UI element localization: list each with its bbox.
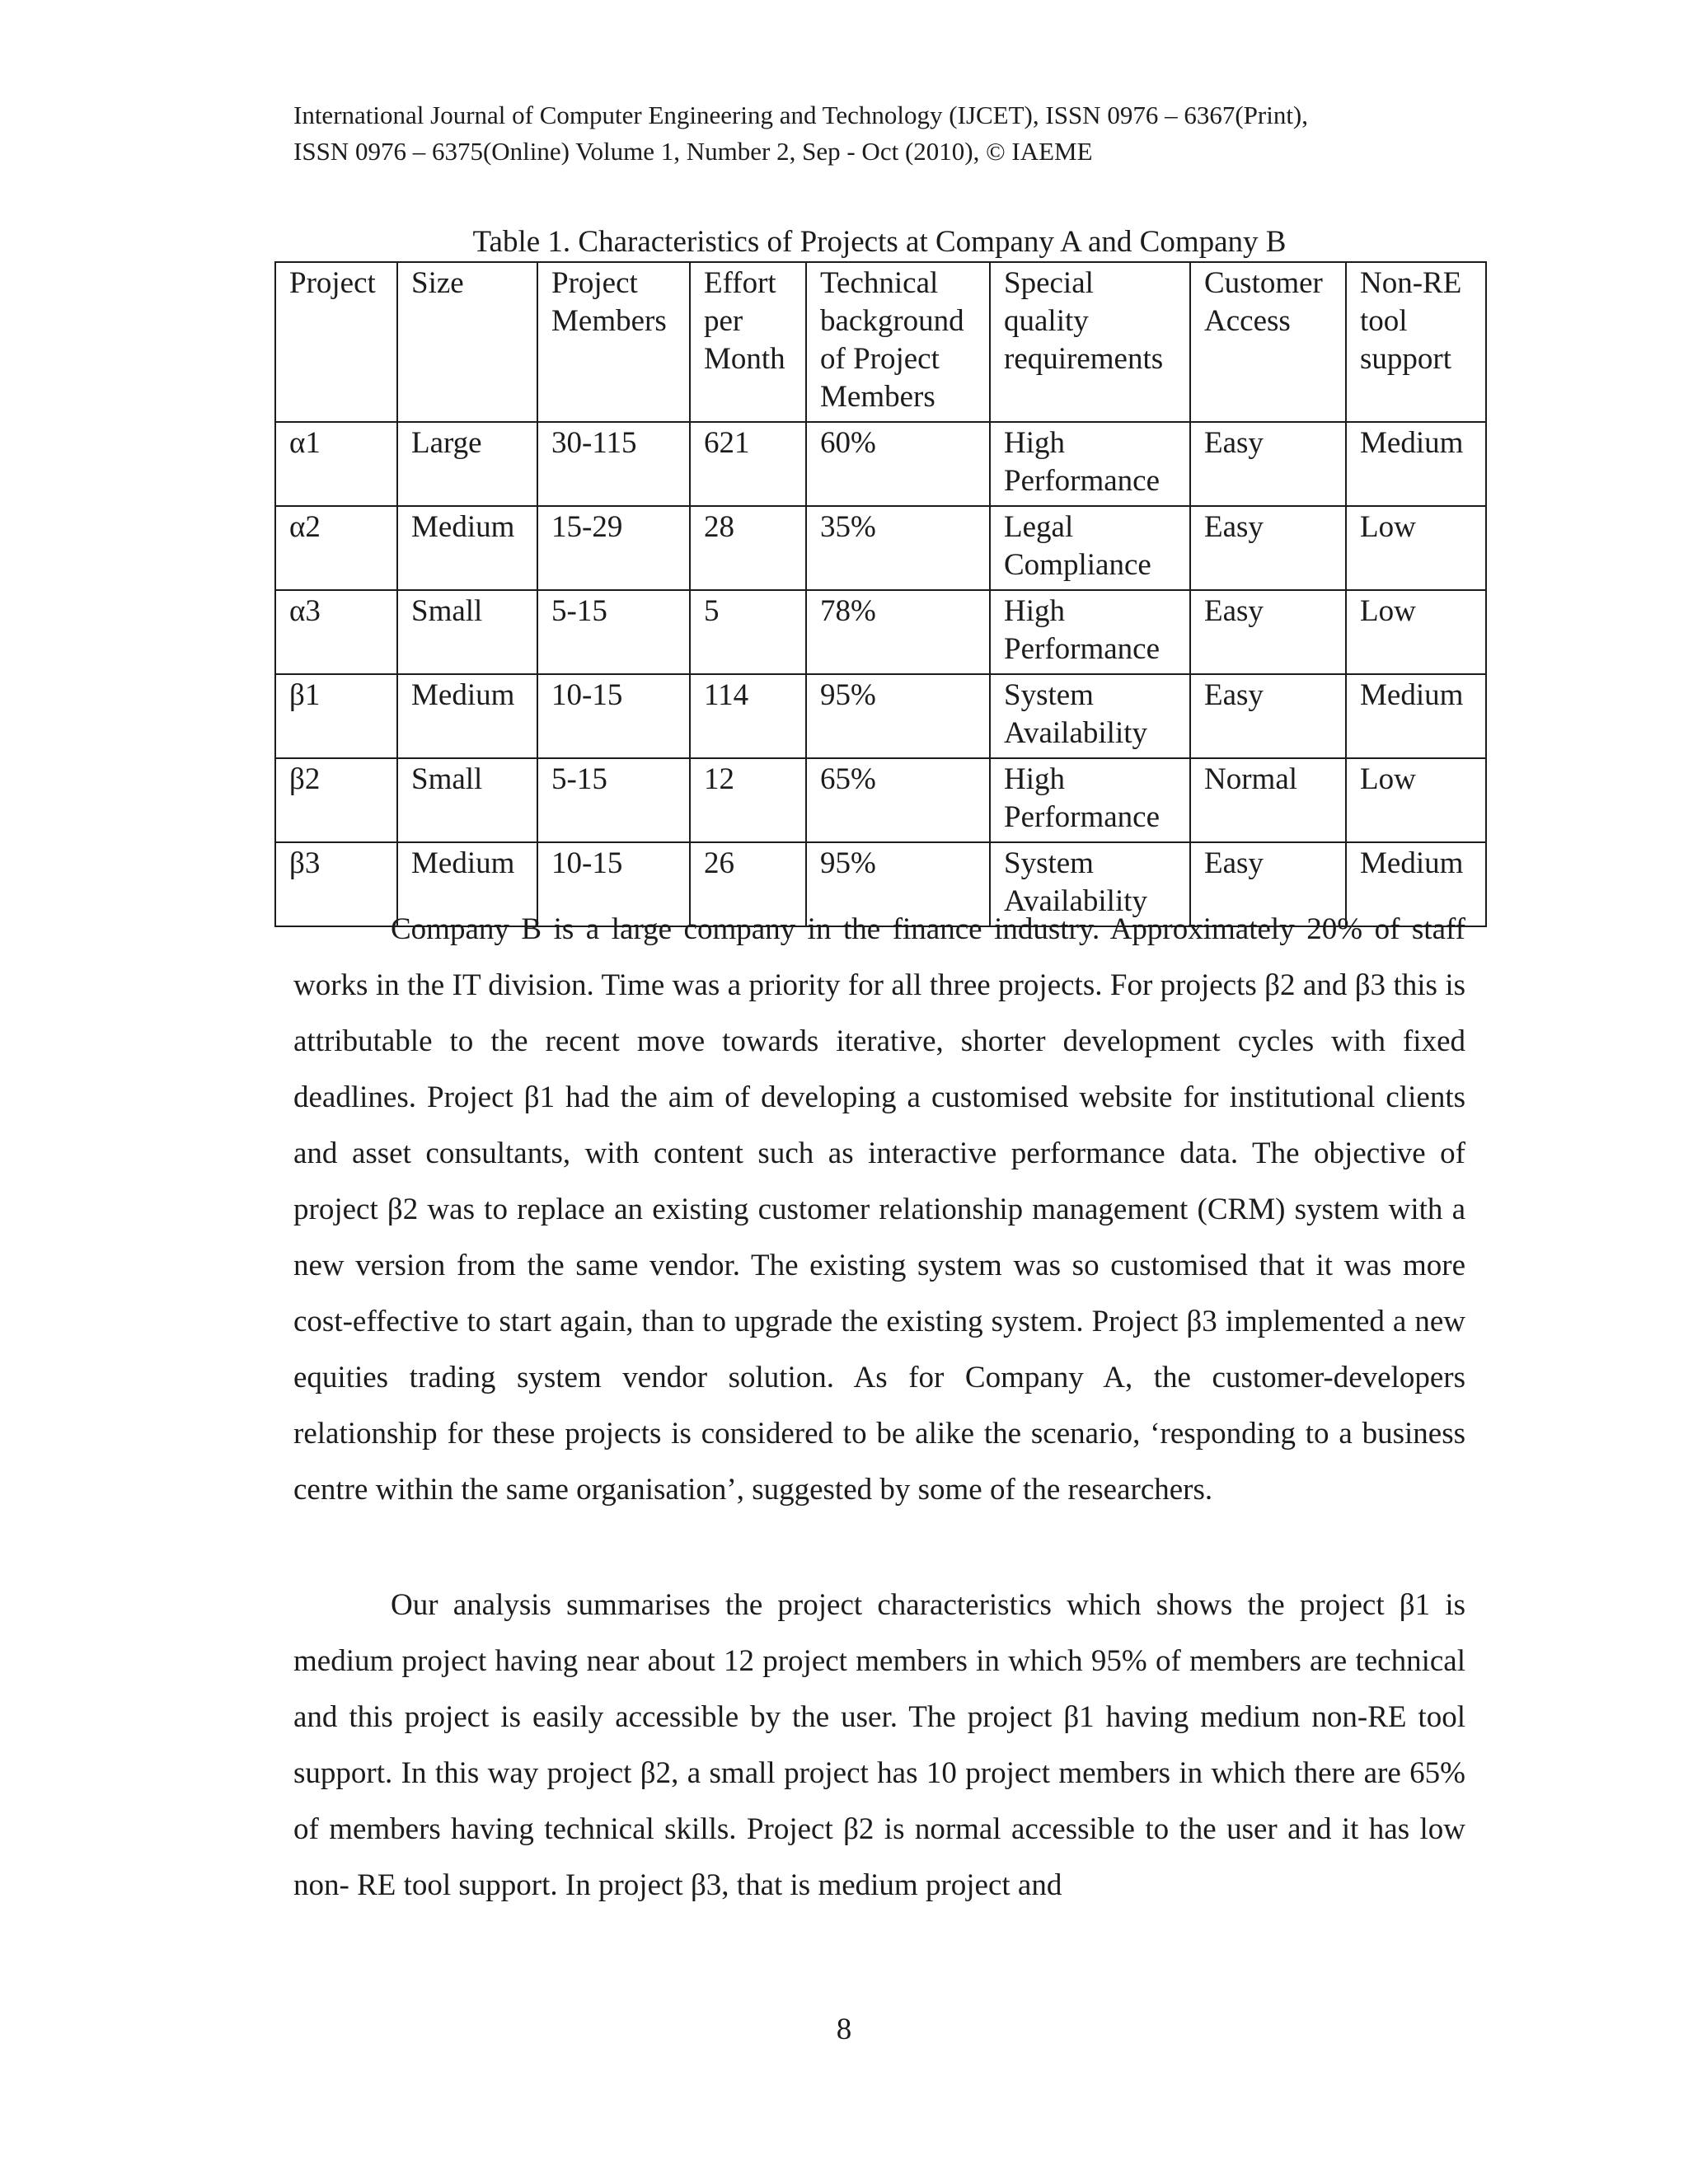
- cell-members: 30-115: [537, 422, 690, 506]
- cell-project: β1: [275, 674, 397, 758]
- paragraph-text: Company B is a large company in the finance industry. Approximately 20% of staff works in the IT division. Time was a priority for all three projects. For projects β2 and β3 this is attributable to the recent move towards iterative, shorter development cycles with fixed deadlines. Project β1 had the aim of developing a customised website for institutional clients and asset consultants, with content such as interactive performance data. The objective of project β2 was to replace an existing customer relationship management (CRM) system with a new version from the same vendor. The existing system was so customised that it was more cost-effective to start again, than to upgrade the existing system. Project β3 implemented a new equities trading system vendor solution. As for Company A, the customer-developers relationship for these projects is considered to be alike the scenario, ‘responding to a business centre within the same organisation’, suggested by some of the researchers.: [293, 912, 1465, 1507]
- cell-project: α2: [275, 506, 397, 590]
- cell-technical: 60%: [806, 422, 990, 506]
- cell-effort: 12: [690, 758, 806, 842]
- column-header-non-re-tool-support: Non-RE tool support: [1346, 262, 1486, 422]
- cell-effort: 26: [690, 842, 806, 926]
- cell-tool-support: Low: [1346, 758, 1486, 842]
- cell-project: α1: [275, 422, 397, 506]
- cell-quality: High Performance: [990, 758, 1190, 842]
- cell-quality: High Performance: [990, 590, 1190, 674]
- cell-size: Large: [397, 422, 537, 506]
- cell-quality: System Availability: [990, 842, 1190, 926]
- cell-tool-support: Medium: [1346, 674, 1486, 758]
- table-row: [275, 758, 1486, 842]
- table-header-row: [275, 262, 1486, 422]
- cell-access: Easy: [1190, 674, 1346, 758]
- cell-members: 5-15: [537, 590, 690, 674]
- cell-quality: System Availability: [990, 674, 1190, 758]
- cell-size: Small: [397, 758, 537, 842]
- cell-access: Easy: [1190, 506, 1346, 590]
- cell-access: Normal: [1190, 758, 1346, 842]
- journal-header-line-1: International Journal of Computer Engineering and Technology (IJCET), ISSN 0976 – 6367(Print),: [293, 101, 1309, 129]
- cell-project: β3: [275, 842, 397, 926]
- column-header-customer-access: Customer Access: [1190, 262, 1346, 422]
- body-paragraph-analysis: [293, 1577, 1465, 1914]
- cell-quality: Legal Compliance: [990, 506, 1190, 590]
- cell-members: 10-15: [537, 674, 690, 758]
- cell-effort: 5: [690, 590, 806, 674]
- column-header-project-members: Project Members: [537, 262, 690, 422]
- cell-access: Easy: [1190, 590, 1346, 674]
- cell-access: Easy: [1190, 422, 1346, 506]
- cell-size: Small: [397, 590, 537, 674]
- cell-access: Easy: [1190, 842, 1346, 926]
- table-row: [275, 506, 1486, 590]
- table-row: [275, 674, 1486, 758]
- journal-header: [293, 97, 1530, 170]
- cell-tool-support: Low: [1346, 506, 1486, 590]
- cell-technical: 95%: [806, 842, 990, 926]
- cell-members: 5-15: [537, 758, 690, 842]
- paragraph-text: Our analysis summarises the project characteristics which shows the project β1 is medium project having near about 12 project members in which 95% of members are technical and this project is easily accessible by the user. The project β1 having medium non-RE tool support. In this way project β2, a small project has 10 project members in which there are 65% of members having technical skills. Project β2 is normal accessible to the user and it has low non- RE tool support. In project β3, that is medium project and: [293, 1588, 1465, 1902]
- cell-tool-support: Low: [1346, 590, 1486, 674]
- table-row: [275, 590, 1486, 674]
- cell-quality: High Performance: [990, 422, 1190, 506]
- cell-effort: 621: [690, 422, 806, 506]
- cell-size: Medium: [397, 674, 537, 758]
- cell-technical: 65%: [806, 758, 990, 842]
- page-number: 8: [836, 2013, 852, 2046]
- cell-effort: 28: [690, 506, 806, 590]
- cell-technical: 78%: [806, 590, 990, 674]
- cell-members: 15-29: [537, 506, 690, 590]
- table-caption: Table 1. Characteristics of Projects at Company A and Company B: [472, 225, 1287, 259]
- cell-size: Medium: [397, 506, 537, 590]
- cell-project: α3: [275, 590, 397, 674]
- cell-technical: 35%: [806, 506, 990, 590]
- cell-members: 10-15: [537, 842, 690, 926]
- column-header-size: Size: [397, 262, 537, 422]
- cell-tool-support: Medium: [1346, 842, 1486, 926]
- body-paragraph-company-b: [293, 902, 1465, 1518]
- column-header-project: Project: [275, 262, 397, 422]
- column-header-special-quality: Special quality requirements: [990, 262, 1190, 422]
- column-header-effort-per-month: Effort per Month: [690, 262, 806, 422]
- cell-effort: 114: [690, 674, 806, 758]
- cell-size: Medium: [397, 842, 537, 926]
- column-header-technical-background: Technical background of Project Members: [806, 262, 990, 422]
- project-characteristics-table: [274, 261, 1487, 927]
- cell-tool-support: Medium: [1346, 422, 1486, 506]
- journal-header-line-2: ISSN 0976 – 6375(Online) Volume 1, Number 2, Sep - Oct (2010), © IAEME: [293, 137, 1093, 166]
- table-row: [275, 422, 1486, 506]
- cell-technical: 95%: [806, 674, 990, 758]
- cell-project: β2: [275, 758, 397, 842]
